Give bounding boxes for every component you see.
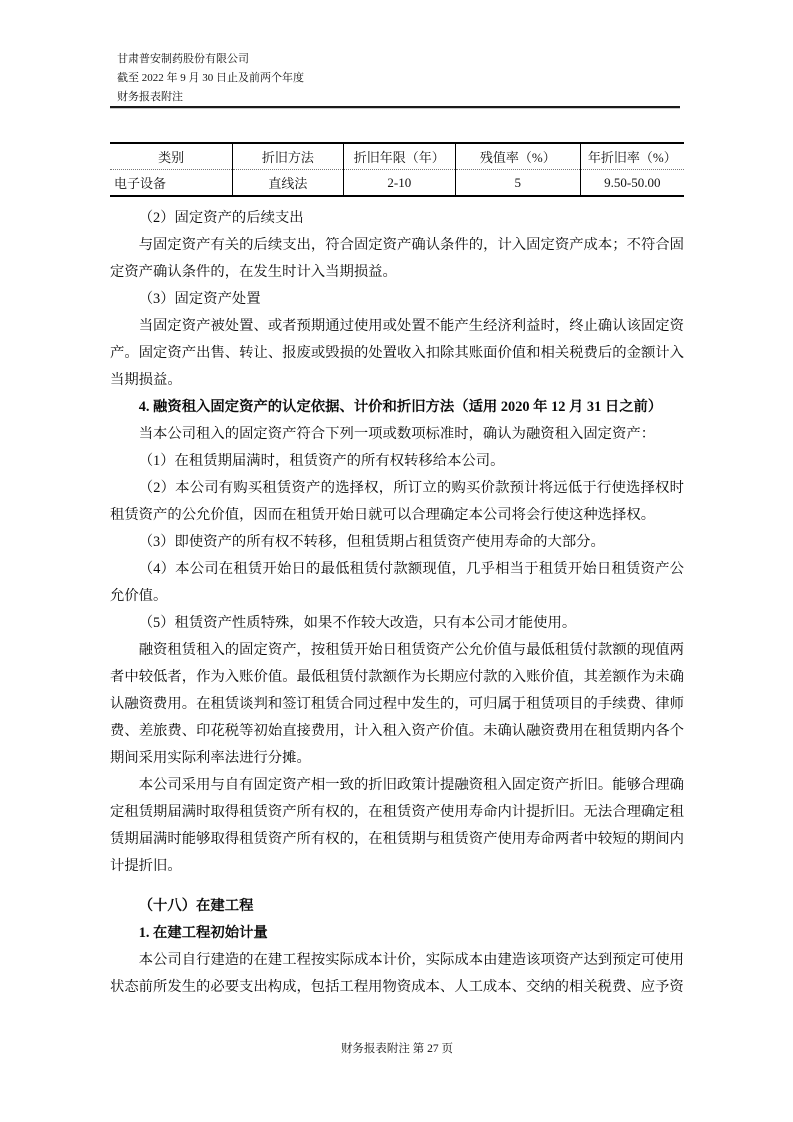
table-column-header: 年折旧率（%） <box>580 143 684 170</box>
paragraph: （3）即使资产的所有权不转移，但租赁期占租赁资产使用寿命的大部分。 <box>138 534 605 550</box>
document-body <box>110 205 684 1001</box>
paragraph: 融资租赁租入的固定资产，按租赁开始日租赁资产公允价值与最低租赁付款额的现值两者中较低者，作为入账价值。最低租赁付款额作为长期应付款的入账价值，其差额作为未确认融资费用。在租赁谈判和签订租赁合同过程中发生的，可归属于租赁项目的手续费、律师费、差旅费、印花税等初始直接费用，计入租入资产价值。未确认融资费用在租赁期内各个期间采用实际利率法进行分摊。 <box>110 642 684 766</box>
paragraph: 本公司采用与自有固定资产相一致的折旧政策计提融资租入固定资产折旧。能够合理确定租赁期届满时取得租赁资产所有权的，在租赁资产使用寿命内计提折旧。无法合理确定租赁期届满时能够取得租赁资产所有权的，在租赁期与租赁资产使用寿命两者中较短的期间内计提折旧。 <box>110 777 684 874</box>
table-cell: 9.50-50.00 <box>580 170 684 197</box>
table-column-header: 折旧年限（年） <box>343 143 456 170</box>
doc-type-label: 财务报表附注 <box>117 91 183 103</box>
paragraph: （2）本公司有购买租赁资产的选择权，所订立的购买价款预计将远低于行使选择权时租赁资产的公允价值，因而在租赁开始日就可以合理确定本公司将会行使这种选择权。 <box>110 480 684 523</box>
table-cell: 电子设备 <box>114 176 167 191</box>
item-subheading: （3）固定资产处置 <box>138 291 261 307</box>
table-column-header: 折旧方法 <box>233 143 343 170</box>
header-divider-rule <box>110 106 680 109</box>
table-cell: 直线法 <box>233 170 343 197</box>
paragraph: 与固定资产有关的后续支出，符合固定资产确认条件的，计入固定资产成本；不符合固定资产确认条件的，在发生时计入当期损益。 <box>110 237 684 280</box>
paragraph: （1）在租赁期届满时，租赁资产的所有权转移给本公司。 <box>138 453 505 469</box>
numbered-heading: 1. 在建工程初始计量 <box>138 925 268 941</box>
paragraph: 本公司自行建造的在建工程按实际成本计价，实际成本由建造该项资产达到预定可使用状态前所发生的必要支出构成，包括工程用物资成本、人工成本、交纳的相关税费、应予资 <box>110 952 684 995</box>
table-cell: 2-10 <box>343 170 456 197</box>
paragraph: 当本公司租入的固定资产符合下列一项或数项标准时，确认为融资租入固定资产： <box>138 426 656 442</box>
document-header <box>117 50 304 107</box>
numbered-heading: 4. 融资租入固定资产的认定依据、计价和折旧方法（适用 2020 年 12 月 31 日之前） <box>138 399 663 415</box>
table-column-header: 类别 <box>110 143 233 170</box>
depreciation-table-body <box>110 170 684 197</box>
table-row <box>110 170 684 197</box>
table-column-header: 残值率（%） <box>456 143 581 170</box>
paragraph: （5）租赁资产性质特殊，如果不作较大改造，只有本公司才能使用。 <box>138 615 577 631</box>
depreciation-table-header <box>110 143 684 170</box>
table-header-row <box>110 143 684 170</box>
report-period: 截至 2022 年 9 月 30 日止及前两个年度 <box>117 72 304 84</box>
company-name: 甘肃普安制药股份有限公司 <box>117 53 249 65</box>
page-footer <box>110 1040 684 1056</box>
table-cell: 5 <box>456 170 581 197</box>
paragraph: 当固定资产被处置、或者预期通过使用或处置不能产生经济利益时，终止确认该固定资产。固定资产出售、转让、报废或毁损的处置收入扣除其账面价值和相关税费后的金额计入当期损益。 <box>110 318 684 388</box>
paragraph: （4）本公司在租赁开始日的最低租赁付款额现值，几乎相当于租赁开始日租赁资产公允价值。 <box>110 561 684 604</box>
item-subheading: （2）固定资产的后续支出 <box>138 210 304 226</box>
section-heading: （十八）在建工程 <box>138 898 254 914</box>
page-number-label: 财务报表附注 第 27 页 <box>340 1043 454 1055</box>
depreciation-table <box>110 142 684 197</box>
